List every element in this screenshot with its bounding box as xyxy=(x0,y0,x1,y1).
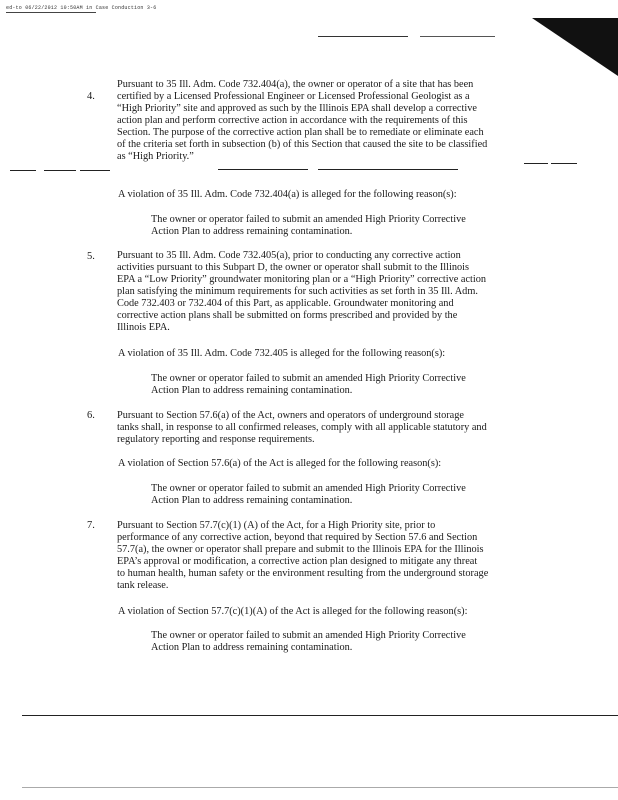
paragraph-line: Pursuant to 35 Ill. Adm. Code 732.405(a), prior to conducting any corrective action xyxy=(117,250,461,261)
paragraph-line: Code 732.403 or 732.404 of this Part, as applicable. Groundwater monitoring and xyxy=(117,298,454,309)
paragraph-line: certified by a Licensed Professional Engineer or Licensed Professional Geologist as a xyxy=(117,91,470,102)
paragraph-line: performance of any corrective action, beyond that required by Section 57.6 and Section xyxy=(117,532,478,543)
top-rule-left xyxy=(318,36,408,37)
top-rule-right xyxy=(420,36,495,37)
paragraph-line: tank release. xyxy=(117,580,169,591)
violation-statement: A violation of Section 57.7(c)(1)(A) of the Act is alleged for the following reason(s): xyxy=(118,606,468,617)
scan-dash xyxy=(44,170,76,171)
paragraph-line: plan satisfying the minimum requirements for such activities as set forth in 35 Ill. Adm. xyxy=(117,286,478,297)
paragraph-line: corrective action plans shall be submitted on forms prescribed and provided by the xyxy=(117,310,458,321)
item-paragraph xyxy=(117,410,517,446)
item-number: 7. xyxy=(87,520,95,531)
scan-dash xyxy=(80,170,110,171)
reason-line: The owner or operator failed to submit an amended High Priority Corrective xyxy=(151,483,466,494)
violation-statement: A violation of Section 57.6(a) of the Act is alleged for the following reason(s): xyxy=(118,458,442,469)
paragraph-line: tanks shall, in response to all confirmed releases, comply with all applicable statutory and xyxy=(117,422,487,433)
item-number: 5. xyxy=(87,251,95,262)
violation-statement: A violation of 35 Ill. Adm. Code 732.405 is alleged for the following reason(s): xyxy=(118,348,446,359)
reason-line: Action Plan to address remaining contamination. xyxy=(151,385,353,396)
paragraph-line: “High Priority” site and approved as such by the Illinois EPA shall develop a corrective xyxy=(117,103,477,114)
scan-dash xyxy=(318,169,458,170)
paragraph-line: 57.7(a), the owner or operator shall prepare and submit to the Illinois EPA for the Illinois xyxy=(117,544,484,555)
paragraph-line: Illinois EPA. xyxy=(117,322,170,333)
paragraph-line: to human health, human safety or the environment resulting from the underground storage xyxy=(117,568,489,579)
fax-header: ed-to 06/22/2012 10:50AM in Case Conduction 3-6 xyxy=(6,5,157,11)
item-paragraph xyxy=(117,250,517,334)
reason-line: Action Plan to address remaining contamination. xyxy=(151,226,353,237)
scan-dash xyxy=(551,163,577,164)
paragraph-line: Section. The purpose of the corrective action plan shall be to remediate or eliminate each xyxy=(117,127,484,138)
paragraph-line: Pursuant to Section 57.7(c)(1) (A) of the Act, for a High Priority site, prior to xyxy=(117,520,436,531)
paragraph-line: of the criteria set forth in subsection (b) of this Section that caused the site to be classified xyxy=(117,139,488,150)
paragraph-line: Pursuant to Section 57.6(a) of the Act, owners and operators of underground storage xyxy=(117,410,464,421)
paragraph-line: Pursuant to 35 Ill. Adm. Code 732.404(a), the owner or operator of a site that has been xyxy=(117,79,474,90)
item-paragraph xyxy=(117,79,517,163)
fax-header-rule xyxy=(6,12,96,13)
scan-dash xyxy=(10,170,36,171)
paragraph-line: regulatory reporting and response requirements. xyxy=(117,434,315,445)
bottom-rule xyxy=(22,715,618,716)
item-number: 4. xyxy=(87,91,95,102)
item-number: 6. xyxy=(87,410,95,421)
item-paragraph xyxy=(117,520,517,592)
reason-line: Action Plan to address remaining contamination. xyxy=(151,495,353,506)
scan-dash xyxy=(218,169,308,170)
violation-statement: A violation of 35 Ill. Adm. Code 732.404(a) is alleged for the following reason(s): xyxy=(118,189,457,200)
paragraph-line: EPA’s approval or modification, a corrective action plan designed to mitigate any threat xyxy=(117,556,478,567)
paragraph-line: EPA a “Low Priority” groundwater monitoring plan or a “High Priority” corrective action xyxy=(117,274,487,285)
reason-line: Action Plan to address remaining contamination. xyxy=(151,642,353,653)
bottom-edge-rule xyxy=(22,787,618,788)
paragraph-line: action plan and perform corrective action in accordance with the requirements of this xyxy=(117,115,468,126)
reason-line: The owner or operator failed to submit an amended High Priority Corrective xyxy=(151,373,466,384)
corner-scan-mark xyxy=(532,18,618,76)
reason-line: The owner or operator failed to submit an amended High Priority Corrective xyxy=(151,630,466,641)
paragraph-line: as “High Priority.” xyxy=(117,151,194,162)
scan-dash xyxy=(524,163,548,164)
reason-line: The owner or operator failed to submit an amended High Priority Corrective xyxy=(151,214,466,225)
paragraph-line: activities pursuant to this Subpart D, the owner or operator shall submit to the Illinois xyxy=(117,262,470,273)
